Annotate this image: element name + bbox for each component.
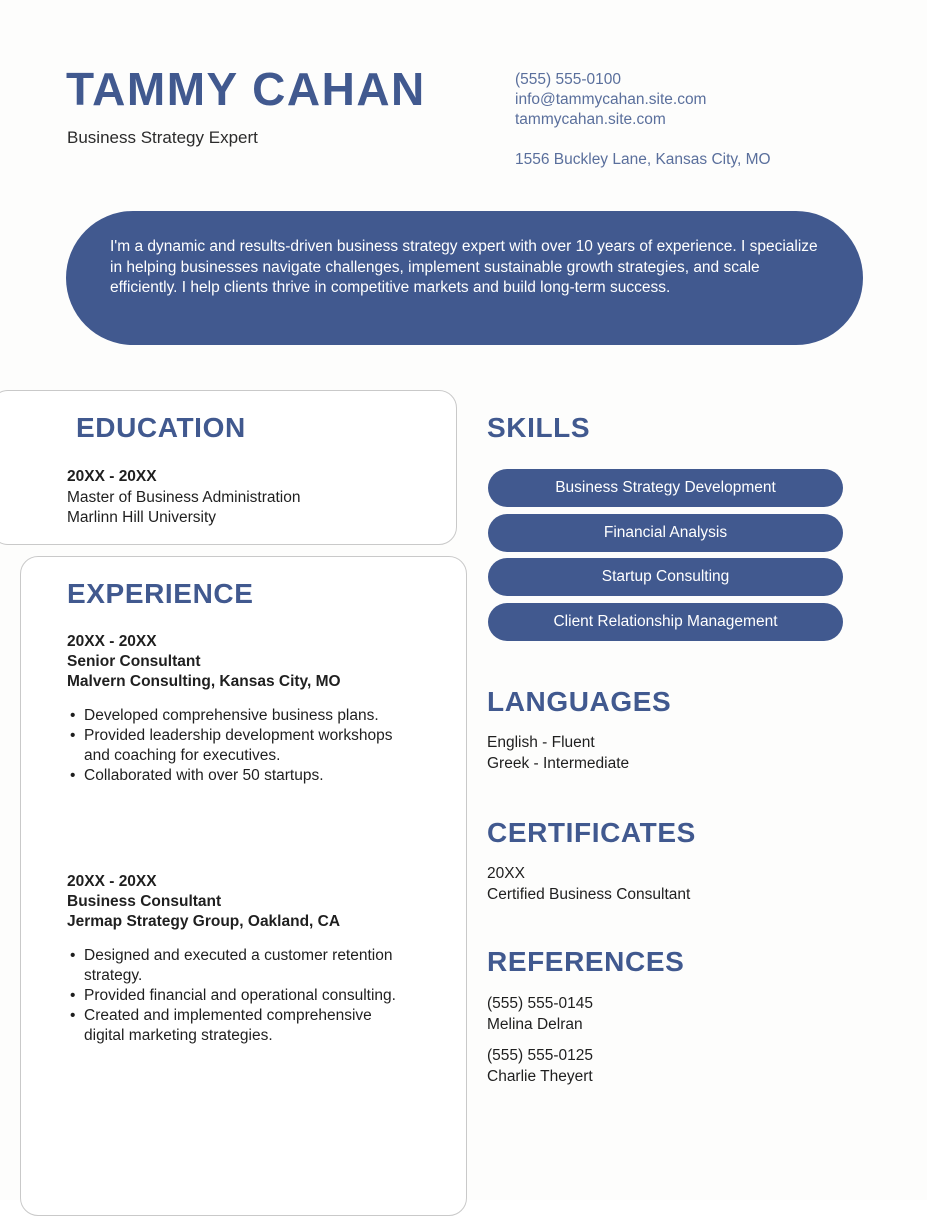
references-heading: REFERENCES — [487, 946, 685, 977]
experience-bullet-list — [67, 946, 407, 1046]
experience-dates: 20XX - 20XX — [67, 873, 157, 890]
education-entry — [67, 467, 300, 529]
job-title: Business Strategy Expert — [67, 128, 258, 147]
contact-phone: (555) 555-0100 — [515, 71, 621, 88]
experience-bullet-list — [67, 706, 407, 786]
education-heading: EDUCATION — [76, 412, 246, 443]
certificates-heading: CERTIFICATES — [487, 817, 696, 848]
reference-phone: (555) 555-0125 — [487, 1047, 593, 1064]
reference-phone: (555) 555-0145 — [487, 995, 593, 1012]
contact-website: tammycahan.site.com — [515, 111, 666, 128]
certificate-name: Certified Business Consultant — [487, 885, 691, 903]
experience-company: Jermap Strategy Group, Oakland, CA — [67, 913, 341, 930]
list-item: • Designed and executed a customer retention strategy. — [84, 946, 407, 986]
contact-address: 1556 Buckley Lane, Kansas City, MO — [515, 151, 771, 168]
reference-name: Melina Delran — [487, 1015, 583, 1033]
languages-list — [487, 733, 629, 774]
experience-company: Malvern Consulting, Kansas City, MO — [67, 673, 341, 690]
experience-role: Business Consultant — [67, 893, 222, 910]
list-item: • Created and implemented comprehensive digital marketing strategies. — [84, 1006, 407, 1046]
skill-pill: Financial Analysis — [488, 514, 843, 552]
list-item: • Provided leadership development workshops and coaching for executives. — [84, 726, 407, 766]
page-title: TAMMY CAHAN — [66, 63, 426, 115]
contact-email: info@tammycahan.site.com — [515, 91, 707, 108]
education-school: Marlinn Hill University — [67, 509, 216, 526]
skills-heading: SKILLS — [487, 412, 591, 443]
list-item: • Collaborated with over 50 startups. — [84, 766, 407, 786]
profile-summary-text: I'm a dynamic and results-driven business strategy expert with over 10 years of experience. I specialize in helping businesses navigate challenges, implement sustainable growth strategies, and scale efficiently. I help clients thrive in competitive markets and build long-term success. — [110, 238, 818, 296]
skill-pill: Client Relationship Management — [488, 603, 843, 641]
experience-entry — [67, 632, 407, 786]
certificates-entry — [487, 864, 690, 905]
certificate-year: 20XX — [487, 865, 525, 882]
reference-entry — [487, 994, 593, 1035]
experience-dates: 20XX - 20XX — [67, 633, 157, 650]
reference-entry — [487, 1046, 593, 1087]
experience-heading: EXPERIENCE — [67, 578, 254, 609]
contact-block — [515, 70, 706, 130]
profile-summary-card — [66, 211, 863, 345]
list-item: English - Fluent — [487, 734, 595, 751]
list-item: • Provided financial and operational consulting. — [84, 986, 407, 1006]
languages-heading: LANGUAGES — [487, 686, 672, 717]
reference-name: Charlie Theyert — [487, 1067, 593, 1085]
list-item: Greek - Intermediate — [487, 754, 630, 772]
education-dates: 20XX - 20XX — [67, 468, 157, 485]
experience-role: Senior Consultant — [67, 653, 201, 670]
list-item: • Developed comprehensive business plans. — [84, 706, 407, 726]
education-degree: Master of Business Administration — [67, 488, 301, 506]
experience-entry — [67, 872, 407, 1046]
skill-pill: Business Strategy Development — [488, 469, 843, 507]
skill-pill: Startup Consulting — [488, 558, 843, 596]
